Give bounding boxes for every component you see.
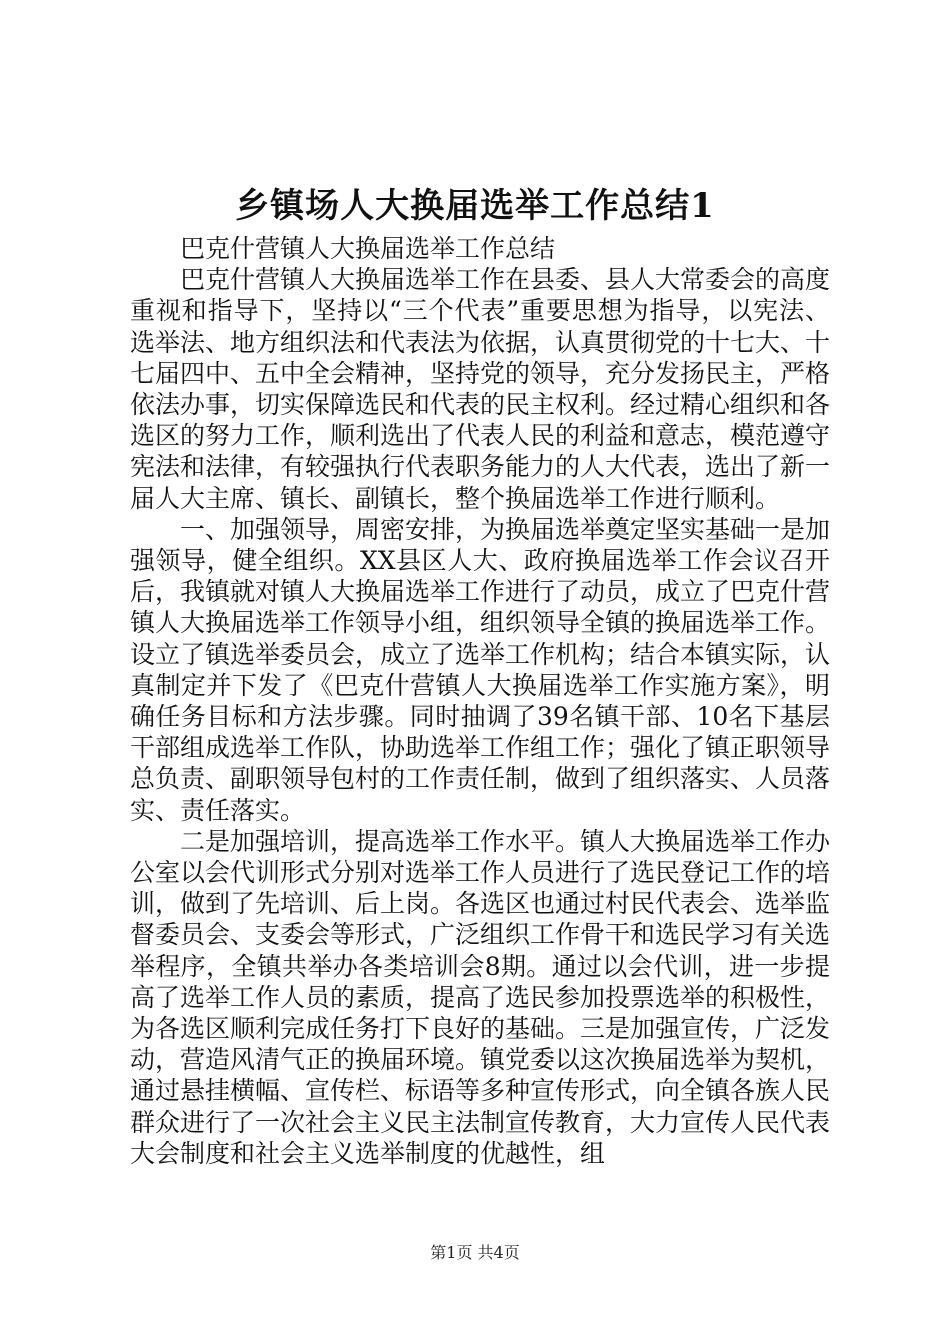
- paragraph-intro: 巴克什营镇人大换届选举工作在县委、县人大常委会的高度重视和指导下，坚持以“三个代表”重要思想为指导，以宪法、选举法、地方组织法和代表法为依据，认真贯彻党的十七大、十七届四中、五中全会精神，坚持党的领导，充分发扬民主，严格依法办事，切实保障选民和代表的民主权利。经过精心组织和各选区的努力工作，顺利选出了代表人民的利益和意志，模范遵守宪法和法律，有较强执行代表职务能力的人大代表，选出了新一届人大主席、镇长、副镇长，整个换届选举工作进行顺利。: [130, 265, 831, 513]
- document-title: 乡镇场人大换届选举工作总结1: [235, 186, 715, 226]
- paragraph-section-two: 二是加强培训，提高选举工作水平。镇人大换届选举工作办公室以会代训形式分别对选举工作人员进行了选民登记工作的培训，做到了先培训、后上岗。各选区也通过村民代表会、选举监督委员会、支委会等形式，广泛组织工作骨干和选民学习有关选举程序，全镇共举办各类培训会8期。通过以会代训，进一步提高了选举工作人员的素质，提高了选民参加投票选举的积极性，为各选区顺利完成任务打下良好的基础。三是加强宣传，广泛发动，营造风清气正的换届环境。镇党委以这次换届选举为契机，通过悬挂横幅、宣传栏、标语等多种宣传形式，向全镇各族人民群众进行了一次社会主义民主法制宣传教育，大力宣传人民代表大会制度和社会主义选举制度的优越性，组: [130, 826, 831, 1168]
- document-subtitle: 巴克什营镇人大换届选举工作总结: [180, 234, 556, 263]
- document-body: [130, 233, 830, 1169]
- page-number: 第1页 共4页: [430, 1243, 520, 1262]
- paragraph-section-one: 一、加强领导，周密安排，为换届选举奠定坚实基础一是加强领导，健全组织。XX县区人大、政府换届选举工作会议召开后，我镇就对镇人大换届选举工作进行了动员，成立了巴克什营镇人大换届选举工作领导小组，组织领导全镇的换届选举工作。设立了镇选举委员会，成立了选举工作机构；结合本镇实际，认真制定并下发了《巴克什营镇人大换届选举工作实施方案》，明确任务目标和方法步骤。同时抽调了39名镇干部、10名下基层干部组成选举工作队，协助选举工作组工作；强化了镇正职领导总负责、副职领导包村的工作责任制，做到了组织落实、人员落实、责任落实。: [130, 514, 831, 825]
